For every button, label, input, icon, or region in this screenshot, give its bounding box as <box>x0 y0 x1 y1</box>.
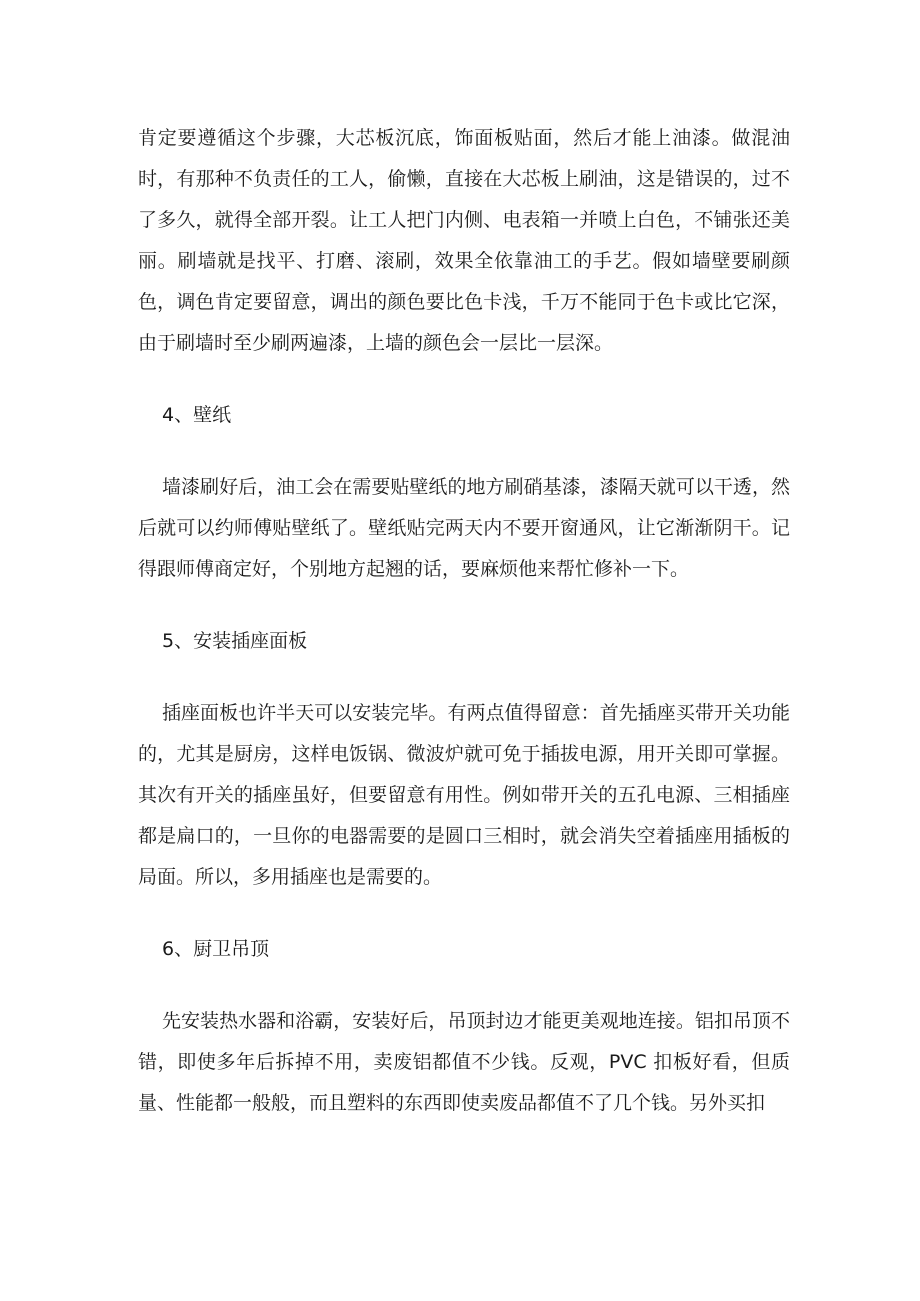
spacer <box>138 364 790 395</box>
spacer <box>138 436 790 467</box>
spacer <box>138 970 790 1001</box>
spacer <box>138 898 790 929</box>
paragraph-wallpaper: 墙漆刷好后，油工会在需要贴壁纸的地方刷硝基漆，漆隔天就可以干透，然后就可以约师傅贴壁纸了。壁纸贴完两天内不要开窗通风，让它渐渐阴干。记得跟师傅商定好，个别地方起翘的话，要麻烦他来帮忙修补一下。 <box>138 476 790 580</box>
heading-ceiling: 6、厨卫吊顶 <box>162 938 270 960</box>
spacer <box>138 662 790 693</box>
paragraph-painting: 肯定要遵循这个步骤，大芯板沉底，饰面板贴面，然后才能上油漆。做混油时，有那种不负责任的工人，偷懒，直接在大芯板上刷油，这是错误的，过不了多久，就得全部开裂。让工人把门内侧、电表箱一并喷上白色，不铺张还美丽。刷墙就是找平、打磨、滚刷，效果全依靠油工的手艺。假如墙壁要刷颜色，调色肯定要留意，调出的颜色要比色卡浅，千万不能同于色卡或比它深，由于刷墙时至少刷两遍漆，上墙的颜色会一层比一层深。 <box>138 127 790 354</box>
heading-wallpaper: 4、壁纸 <box>162 404 232 426</box>
spacer <box>138 590 790 621</box>
document-body <box>138 118 790 1124</box>
heading-socket-panel: 5、安装插座面板 <box>162 630 308 652</box>
paragraph-socket-panel: 插座面板也许半天可以安装完毕。有两点值得留意：首先插座买带开关功能的，尤其是厨房，这样电饭锅、微波炉就可免于插拔电源，用开关即可掌握。其次有开关的插座虽好，但要留意有用性。例如带开关的五孔电源、三相插座都是扁口的，一旦你的电器需要的是圆口三相时，就会消失空着插座用插板的局面。所以，多用插座也是需要的。 <box>138 702 790 888</box>
paragraph-ceiling: 先安装热水器和浴霸，安装好后，吊顶封边才能更美观地连接。铝扣吊顶不错，即使多年后拆掉不用，卖废铝都值不少钱。反观，PVC 扣板好看，但质量、性能都一般般，而且塑料的东西即使卖废品都值不了几个钱。另外买扣 <box>138 1010 790 1114</box>
